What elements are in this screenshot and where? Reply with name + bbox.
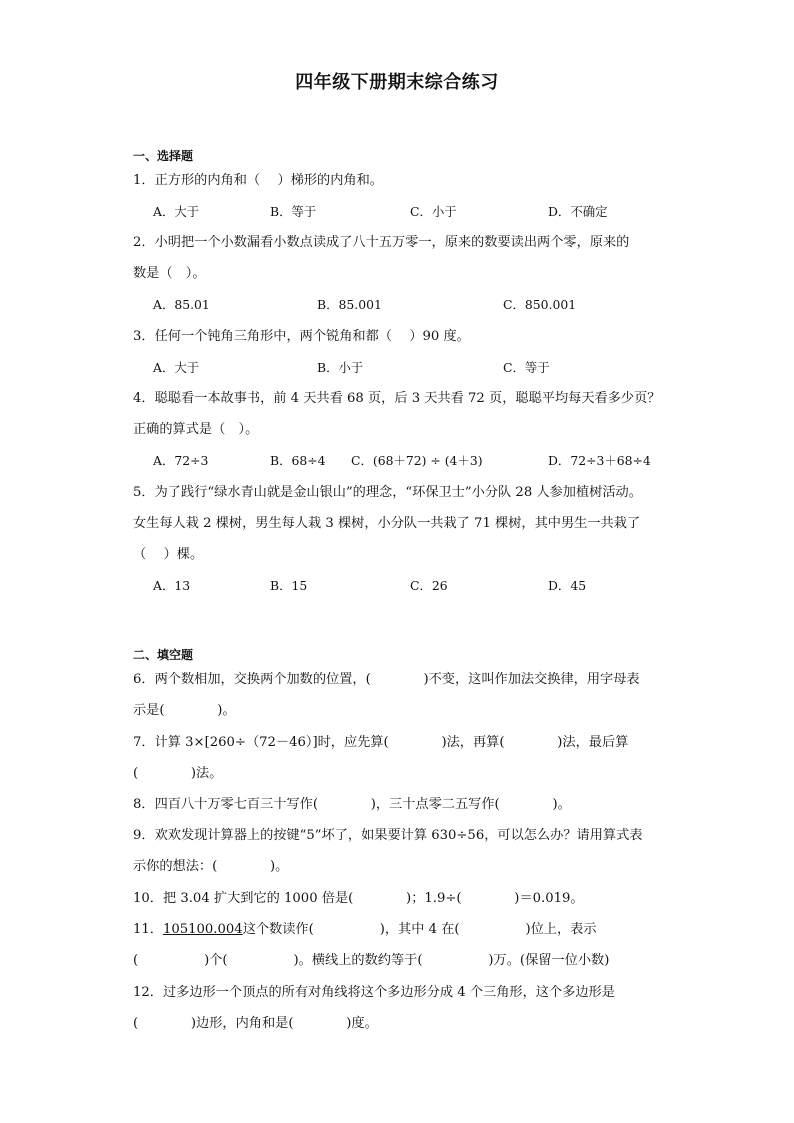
question-11-line1 xyxy=(133,921,597,939)
q5-option-a: A．13 xyxy=(153,578,191,593)
q2-option-a: A．85.01 xyxy=(153,297,210,312)
question-8: 8．四百八十万零七百三十写作( )，三十点零二五写作( )。 xyxy=(133,797,571,812)
page-title: 四年级下册期末综合练习 xyxy=(295,72,499,93)
question-7-line1: 7．计算 3×[260÷（72－46）]时，应先算( )法，再算( )法，最后算 xyxy=(133,735,629,750)
q11-prefix: 11． xyxy=(133,922,163,937)
question-12-line2: ( )边形，内角和是( )度。 xyxy=(133,1016,378,1031)
q1-option-c: C．小于 xyxy=(410,204,457,219)
question-6-line2: 示是( )。 xyxy=(133,703,236,718)
section-heading-choice: 一、选择题 xyxy=(133,149,194,163)
q2-option-c: C．850.001 xyxy=(503,297,577,312)
q4-option-a: A．72÷3 xyxy=(153,453,209,468)
q11-underlined-number: 105100.004 xyxy=(162,922,243,937)
question-1: 1．正方形的内角和（ ）梯形的内角和。 xyxy=(133,173,383,188)
question-6-line1: 6．两个数相加，交换两个加数的位置，( )不变，这叫作加法交换律，用字母表 xyxy=(133,672,640,687)
question-9-line1: 9．欢欢发现计算器上的按键“5”坏了，如果要计算 630÷56，可以怎么办？请用算式表 xyxy=(133,828,643,843)
question-7-line2: ( )法。 xyxy=(133,766,223,781)
section-heading-fill: 二、填空题 xyxy=(133,648,194,662)
q4-option-d: D．72÷3＋68÷4 xyxy=(548,453,651,468)
question-4-line2: 正确的算式是（ ）。 xyxy=(133,422,259,437)
q11-line1-rest: 这个数读作( )，其中 4 在( )位上，表示 xyxy=(242,922,597,937)
question-11-line2: ( )个( )。横线上的数约等于( )万。(保留一位小数) xyxy=(133,953,610,968)
q1-option-a: A．大于 xyxy=(153,204,200,219)
q5-option-d: D．45 xyxy=(548,578,587,593)
question-3: 3．任何一个钝角三角形中，两个锐角和都（ ）90 度。 xyxy=(133,329,470,344)
q5-option-b: B．15 xyxy=(270,578,308,593)
q1-option-b: B．等于 xyxy=(270,204,317,219)
question-12-line1: 12．过多边形一个顶点的所有对角线将这个多边形分成 4 个三角形，这个多边形是 xyxy=(133,985,615,1000)
question-9-line2: 示你的想法：( )。 xyxy=(133,859,289,874)
question-5-line2: 女生每人栽 2 棵树，男生每人栽 3 棵树，小分队一共栽了 71 棵树，其中男生一共栽了 xyxy=(133,516,641,531)
question-2-line2: 数是（ ）。 xyxy=(133,266,206,281)
q4-option-b: B．68÷4 xyxy=(270,453,326,468)
q1-option-d: D．不确定 xyxy=(548,204,608,219)
q4-option-c: C．(68＋72) ÷ (4＋3) xyxy=(351,453,483,468)
q5-option-c: C．26 xyxy=(410,578,448,593)
q2-option-b: B．85.001 xyxy=(317,297,382,312)
question-5-line1: 5．为了践行“绿水青山就是金山银山”的理念，“环保卫士”小分队 28 人参加植树活动。 xyxy=(133,485,642,500)
question-2-line1: 2．小明把一个小数漏看小数点读成了八十五万零一，原来的数要读出两个零，原来的 xyxy=(133,235,630,250)
q3-option-a: A．大于 xyxy=(153,360,200,375)
question-4-line1: 4．聪聪看一本故事书，前 4 天共看 68 页，后 3 天共看 72 页，聪聪平均每天看多少页？ xyxy=(133,391,661,406)
q3-option-c: C．等于 xyxy=(503,360,550,375)
question-5-line3: （ ）棵。 xyxy=(133,547,204,562)
question-10: 10．把 3.04 扩大到它的 1000 倍是( )；1.9÷( )＝0.019。 xyxy=(133,891,584,906)
q3-option-b: B．小于 xyxy=(317,360,364,375)
